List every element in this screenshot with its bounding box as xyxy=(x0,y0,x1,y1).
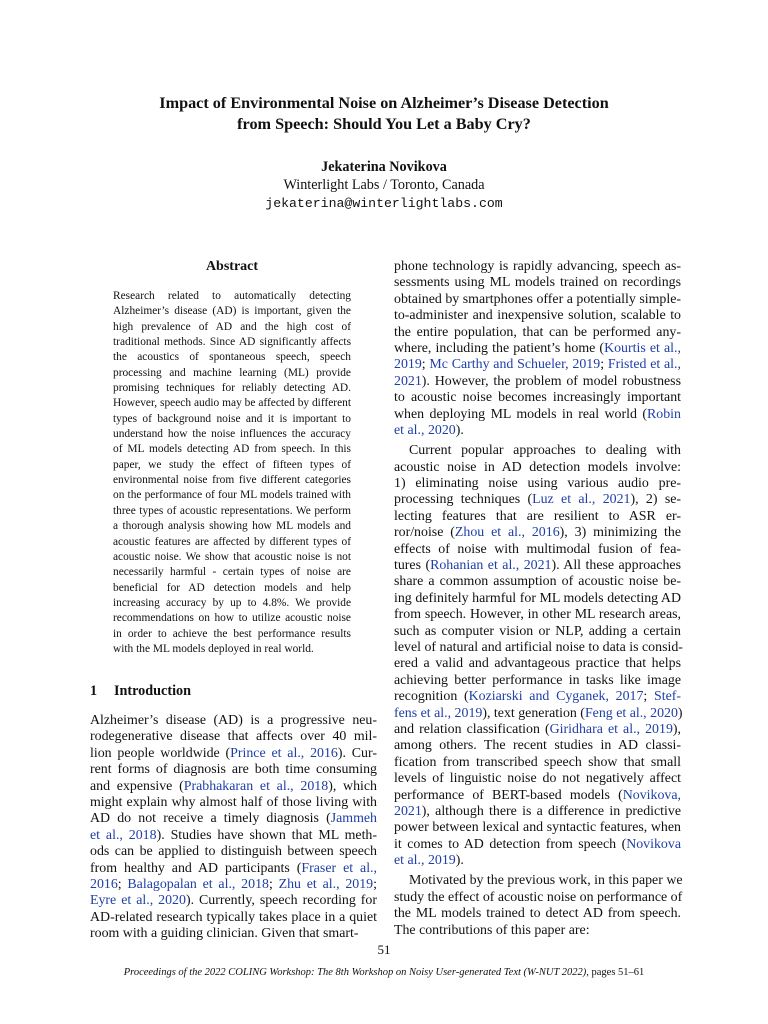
citation-link[interactable]: Robin xyxy=(647,406,681,422)
text-line xyxy=(394,689,681,705)
text-line xyxy=(394,492,681,508)
text-run: levels of linguistic noise do not negatively affect xyxy=(394,771,681,787)
citation-link[interactable]: Fraser et al., xyxy=(301,860,378,876)
citation-link[interactable]: Balagopalan et al., 2018 xyxy=(127,876,269,892)
text-line xyxy=(394,390,681,406)
citation-link[interactable]: Novikova xyxy=(626,836,681,852)
text-run: Motivated by the previous work, in this paper we xyxy=(409,873,683,889)
citation-link[interactable]: Stef- xyxy=(653,689,681,705)
text-line xyxy=(394,591,681,607)
text-run: ) xyxy=(677,705,683,721)
text-run: The contributions of this paper are: xyxy=(394,922,590,938)
text-run: the ML models trained to detect AD from speech. xyxy=(394,906,681,922)
text-line xyxy=(394,722,681,738)
text-run: obtained by smartphones offer a potentially simple- xyxy=(394,291,681,307)
text-line xyxy=(394,341,681,357)
text-run: AD do not receive a timely diagnosis ( xyxy=(90,811,331,827)
text-line xyxy=(394,837,681,853)
abstract-heading: Abstract xyxy=(205,259,259,274)
text-run: might explain why almost half of those living with xyxy=(90,794,377,810)
author-affiliation: Winterlight Labs / Toronto, Canada xyxy=(283,177,485,193)
text-run: sessments using ML models trained on recordings xyxy=(394,275,681,291)
text-line xyxy=(394,275,681,291)
text-run: such as computer vision or NLP, adding a certain xyxy=(394,623,681,639)
text-run: ), xyxy=(672,721,681,737)
author-email: jekaterina@winterlightlabs.com xyxy=(265,196,503,211)
text-run: and relation classification ( xyxy=(394,721,550,737)
text-line xyxy=(90,910,377,926)
citation-link[interactable]: Prince et al., 2016 xyxy=(230,745,338,761)
title-line: from Speech: Should You Let a Baby Cry? xyxy=(237,115,531,133)
right-column xyxy=(394,259,681,939)
text-run: fication from transcribed speech show that small xyxy=(394,754,681,770)
text-line xyxy=(90,746,377,762)
text-line xyxy=(90,811,377,827)
text-run: level of natural and artificial noise to data is consid- xyxy=(394,639,683,655)
paragraph xyxy=(394,443,681,869)
text-line xyxy=(394,542,681,558)
proceedings-footer xyxy=(60,966,708,980)
page-number: 51 xyxy=(377,942,391,957)
text-run: ing definitely harmful for ML models detecting AD xyxy=(394,590,681,606)
text-run: performance of BERT-based models ( xyxy=(394,787,623,803)
text-run: Alzheimer’s disease (AD) is a progressive neu- xyxy=(90,713,377,728)
text-run: lecting features that are resilient to ASR er- xyxy=(394,508,681,524)
text-line xyxy=(394,923,681,939)
citation-link[interactable]: et al., 2020 xyxy=(394,422,456,438)
title-line: Impact of Environmental Noise on Alzheimer’s Disease Detection xyxy=(159,94,609,112)
citation-link[interactable]: Fristed et al., xyxy=(607,357,681,373)
text-line xyxy=(394,804,681,820)
text-line xyxy=(394,259,681,275)
text-run: ), 3) minimizing the xyxy=(559,525,681,541)
text-line xyxy=(394,525,681,541)
text-line xyxy=(394,476,681,492)
paragraph xyxy=(394,259,681,439)
text-run: tures ( xyxy=(394,558,431,574)
text-run: acoustic noise in AD detection models involve: xyxy=(394,459,681,475)
text-line xyxy=(394,640,681,656)
citation-link[interactable]: et al., 2019 xyxy=(394,853,456,869)
text-line xyxy=(394,738,681,754)
text-line xyxy=(394,771,681,787)
text-run: ). However, the problem of model robustness xyxy=(421,373,681,389)
text-run: the entire population, that can be performed any- xyxy=(394,324,681,340)
text-line xyxy=(394,460,681,476)
text-run: achieving better performance in tasks like image xyxy=(394,672,681,688)
citation-link[interactable]: Giridhara et al., 2019 xyxy=(549,721,673,737)
text-line xyxy=(394,407,681,423)
text-line xyxy=(394,673,681,689)
text-line xyxy=(394,788,681,804)
left-column xyxy=(90,681,377,942)
footer-pages: , pages 51–61 xyxy=(586,967,645,978)
text-line xyxy=(394,558,681,574)
text-run: ). Currently, speech recording for xyxy=(185,893,377,909)
section-heading-introduction xyxy=(90,681,377,701)
text-line xyxy=(394,820,681,836)
text-run: ). xyxy=(455,422,464,438)
citation-link[interactable]: 2021 xyxy=(394,373,422,389)
text-run: ), although there is a difference in predictive xyxy=(421,803,681,819)
text-run: ; xyxy=(268,876,279,892)
text-line xyxy=(394,325,681,341)
text-run: power between lexical and syntactic features, when xyxy=(394,820,681,836)
text-line xyxy=(394,755,681,771)
text-run: rent forms of diagnosis are both time consuming xyxy=(90,762,377,778)
citation-link[interactable]: 2019 xyxy=(394,357,422,373)
citation-link[interactable]: Novikova, xyxy=(622,787,681,803)
text-run: ; xyxy=(421,357,430,373)
text-line xyxy=(90,844,377,860)
text-line xyxy=(394,374,681,390)
text-run: where, including the patient’s home ( xyxy=(394,340,605,356)
citation-link[interactable]: Prabhakaran et al., 2018 xyxy=(183,778,329,794)
text-line xyxy=(90,795,377,811)
text-run: ered a valid and advantageous practice that helps xyxy=(394,656,681,672)
text-run: Current popular approaches to dealing with xyxy=(409,443,681,459)
citation-link[interactable]: 2016 xyxy=(90,876,118,892)
text-run: study the effect of acoustic noise on performance of xyxy=(394,889,683,905)
text-run: when deploying ML models in real world ( xyxy=(394,406,648,422)
footer-venue: Proceedings of the 2022 COLING Workshop: The 8th Workshop on Noisy User-generated Text (W-NUT 2022) xyxy=(123,967,587,978)
text-line xyxy=(90,779,377,795)
text-run: from healthy and AD participants ( xyxy=(90,860,302,876)
text-line xyxy=(394,308,681,324)
text-line xyxy=(394,656,681,672)
text-run: ror/noise ( xyxy=(394,525,455,541)
text-run: room with a guiding clinician. Given that smart- xyxy=(90,926,359,942)
paper-title xyxy=(100,93,668,135)
citation-link[interactable]: 2021 xyxy=(394,803,422,819)
text-line xyxy=(394,509,681,525)
paragraph xyxy=(394,873,681,939)
text-line xyxy=(90,877,377,893)
text-run: ). All these approaches xyxy=(551,558,681,574)
abstract-text: Research related to automatically detecting Alzheimer’s disease (AD) is important, given the high prevalence of AD and the high cost of traditional methods. Since AD significantly affects the acoustics of spontaneous speech, speech processing and machine learning (ML) provide promising techniques for reliably detecting AD. However, speech audio may be affected by different types of background noise and it is important to understand how the noise influences the accuracy of ML models detecting AD from speech. In this paper, we study the effect of fifteen types of environmental noise from five different categories on the performance of four ML models trained with three types of acoustic representations. We perform a thorough analysis showing how ML models and acoustic features are affected by different types of acoustic noise. We show that acoustic noise is not necessarily harmful - certain types of noise are beneficial for AD detection models and help increasing accuracy by up to 4.8%. We provide recommendations on how to utilize acoustic noise in order to achieve the best performance results with the ML models deployed in real world. xyxy=(113,290,351,655)
text-line xyxy=(394,624,681,640)
text-run: ), which xyxy=(328,778,377,794)
text-run: ods can be applied to distinguish between speech xyxy=(90,844,377,860)
text-line xyxy=(90,861,377,877)
text-run: from speech. However, in other ML research areas, xyxy=(394,607,681,623)
text-line xyxy=(90,729,377,745)
text-line xyxy=(394,890,681,906)
text-run: processing techniques ( xyxy=(394,492,533,508)
text-run: it comes to AD detection from speech ( xyxy=(394,836,627,852)
text-line xyxy=(90,713,377,729)
text-line xyxy=(394,906,681,922)
text-run: among others. The recent studies in AD classi- xyxy=(394,738,681,754)
text-line xyxy=(90,893,377,909)
text-run: ). xyxy=(455,853,464,869)
text-run: ). Cur- xyxy=(337,745,377,761)
author-name: Jekaterina Novikova xyxy=(321,159,447,175)
text-line xyxy=(394,357,681,373)
text-line xyxy=(90,762,377,778)
text-run: rodegenerative disease that affects over 40 mil- xyxy=(90,729,377,745)
text-line xyxy=(394,574,681,590)
text-run: ; xyxy=(117,876,128,892)
citation-link[interactable]: Luz et al., 2021 xyxy=(532,492,631,508)
section-number: 1 xyxy=(90,683,98,699)
text-run: ; xyxy=(600,357,608,373)
section-title: Introduction xyxy=(114,683,191,699)
citation-link[interactable]: fens et al., 2019 xyxy=(394,705,483,721)
citation-link[interactable]: et al., 2018 xyxy=(90,827,157,843)
text-line xyxy=(394,443,681,459)
text-run: and expensive ( xyxy=(90,778,184,794)
text-run: to-administer and inexpensive solution, scalable to xyxy=(394,308,681,324)
text-run: ), text generation ( xyxy=(482,705,585,721)
text-line xyxy=(394,607,681,623)
citation-link[interactable]: Jammeh xyxy=(330,811,377,827)
citation-link[interactable]: Eyre et al., 2020 xyxy=(90,893,186,909)
text-run: ), 2) se- xyxy=(630,492,682,508)
text-run: 1) eliminating noise using various audio pre- xyxy=(394,476,681,492)
text-line xyxy=(394,853,681,869)
text-line xyxy=(394,873,681,889)
text-run: to acoustic noise becomes increasingly important xyxy=(394,390,681,406)
citation-link[interactable]: Zhou et al., 2016 xyxy=(454,525,560,541)
citation-link[interactable]: Kourtis et al., xyxy=(604,340,681,356)
text-line xyxy=(90,926,377,942)
text-line xyxy=(394,423,681,439)
text-run: lion people worldwide ( xyxy=(90,745,231,761)
text-line xyxy=(90,828,377,844)
text-run: share a common assumption of acoustic noise be- xyxy=(394,574,681,590)
introduction-paragraph xyxy=(90,713,377,942)
text-run: effects of noise with multimodal fusion of fea- xyxy=(394,541,681,557)
text-run: ; xyxy=(643,689,654,705)
text-line xyxy=(394,292,681,308)
citation-link[interactable]: Rohanian et al., 2021 xyxy=(430,558,552,574)
text-line xyxy=(394,706,681,722)
citation-link[interactable]: Koziarski and Cyganek, 2017 xyxy=(468,689,644,705)
text-run: ; xyxy=(373,876,377,892)
citation-link[interactable]: Mc Carthy and Schueler, 2019 xyxy=(429,357,601,373)
text-run: recognition ( xyxy=(394,689,469,705)
text-run: ). Studies have shown that ML meth- xyxy=(156,827,377,843)
citation-link[interactable]: Feng et al., 2020 xyxy=(584,705,678,721)
text-run: phone technology is rapidly advancing, speech as- xyxy=(394,259,681,274)
text-run: AD-related research typically takes place in a quiet xyxy=(90,909,377,925)
citation-link[interactable]: Zhu et al., 2019 xyxy=(278,876,374,892)
